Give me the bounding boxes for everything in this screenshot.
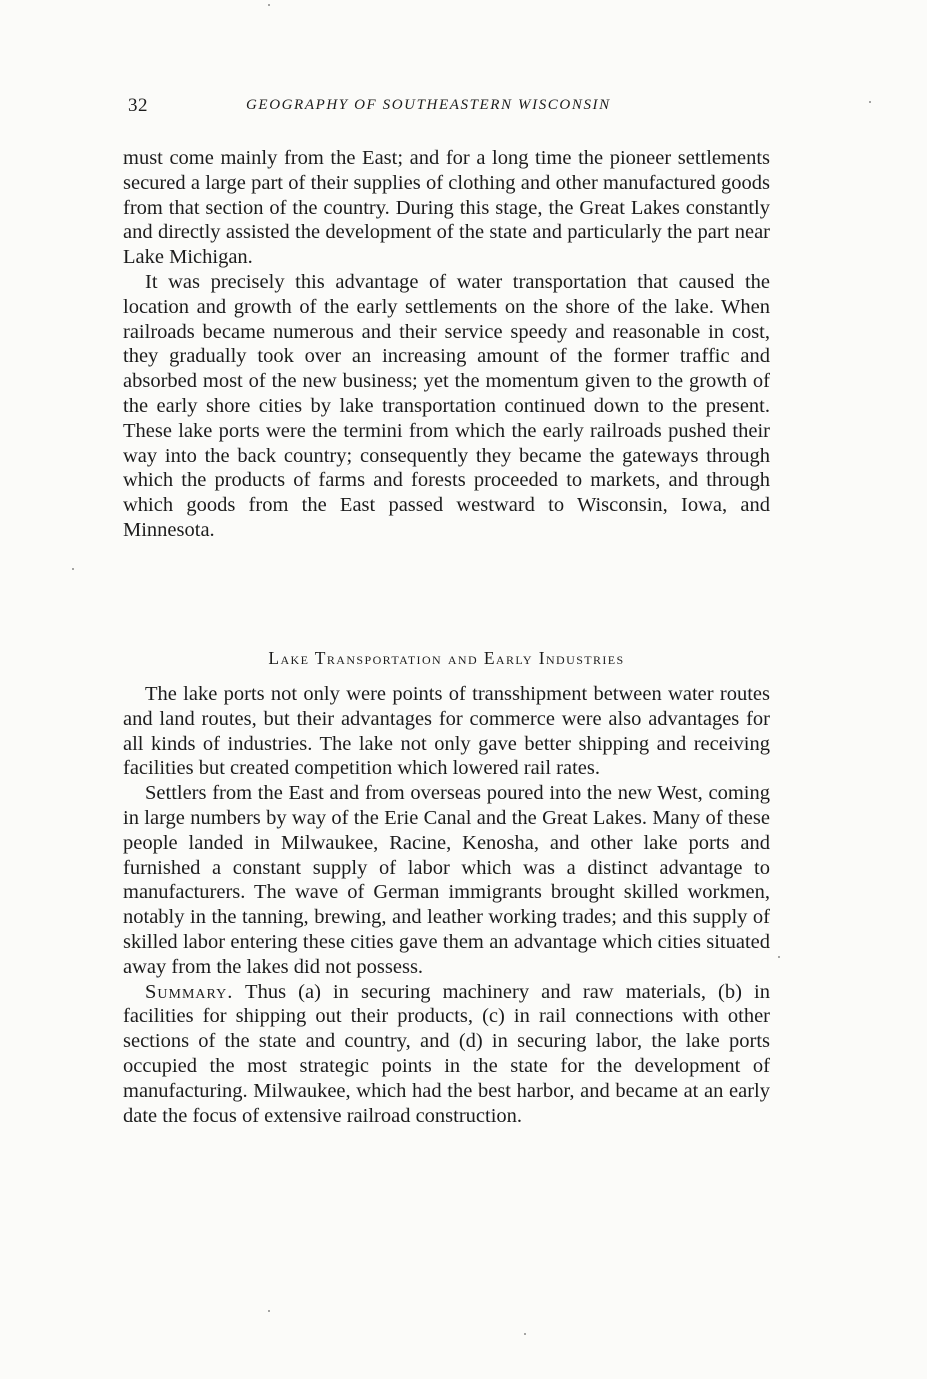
text-block-top xyxy=(123,146,770,543)
section-heading: Lake Transportation and Early Industries xyxy=(268,648,625,668)
paragraph-water-transportation: It was precisely this advantage of water transportation that caused the location and growth of the early settlements on the shore of the lake. When railroads became numerous and their service speedy and reasonable in cost, they gradually took over an increasing amount of the former traffic and absorbed most of the new business; yet the momentum given to the growth of the early shore cities by lake transportation continued down to the present. These lake ports were the termini from which the early railroads pushed their way into the back country; consequently they became the gateways through which the products of farms and forests proceeded to markets, and through which goods from the East passed westward to Wisconsin, Iowa, and Minnesota. xyxy=(123,270,770,541)
paragraph-lake-ports: The lake ports not only were points of transshipment between water routes and land routes, but their advantages for commerce were also advantages for all kinds of industries. The lake not only gave better shipping and receiving facilities but created competition which lowered rail rates. xyxy=(123,683,770,780)
summary-text: Thus (a) in securing machinery and raw materials, (b) in facilities for shipping out their products, (c) in rail connections with other sections of the state and country, and (d) in securing labor, the lake ports occupied the most strategic points in the state for the development of manufacturing. Milwaukee, which had the best harbor, and became at an early date the focus of extensive railroad construction. xyxy=(123,980,770,1127)
paper-speck xyxy=(524,1333,526,1335)
paper-speck xyxy=(268,1310,270,1312)
paper-speck xyxy=(869,101,871,103)
page-number: 32 xyxy=(128,95,148,116)
summary-label: Summary. xyxy=(145,980,234,1003)
text-block-bottom xyxy=(123,682,770,1128)
running-title: GEOGRAPHY OF SOUTHEASTERN WISCONSIN xyxy=(246,97,611,113)
paragraph-continued: must come mainly from the East; and for a long time the pioneer settlements secured a large part of their supplies of clothing and other manufactured goods from that section of the country. During this stage, the Great Lakes constantly and directly assisted the development of the state and particularly the part near Lake Michigan. xyxy=(123,147,770,269)
paper-speck xyxy=(268,4,270,6)
paragraph-settlers: Settlers from the East and from overseas poured into the new West, coming in large numbers by way of the Erie Canal and the Great Lakes. Many of these people landed in Milwaukee, Racine, Kenosha, and other lake ports and furnished a constant supply of labor which was a distinct advantage to manufacturers. The wave of German immigrants brought skilled workmen, notably in the tanning, brewing, and leather working trades; and this supply of skilled labor entering these cities gave them an advantage which cities situated away from the lakes did not possess. xyxy=(123,782,770,978)
paper-speck xyxy=(72,568,74,570)
paper-speck xyxy=(778,956,780,958)
paragraph-summary xyxy=(123,980,770,1129)
running-head xyxy=(128,95,768,119)
